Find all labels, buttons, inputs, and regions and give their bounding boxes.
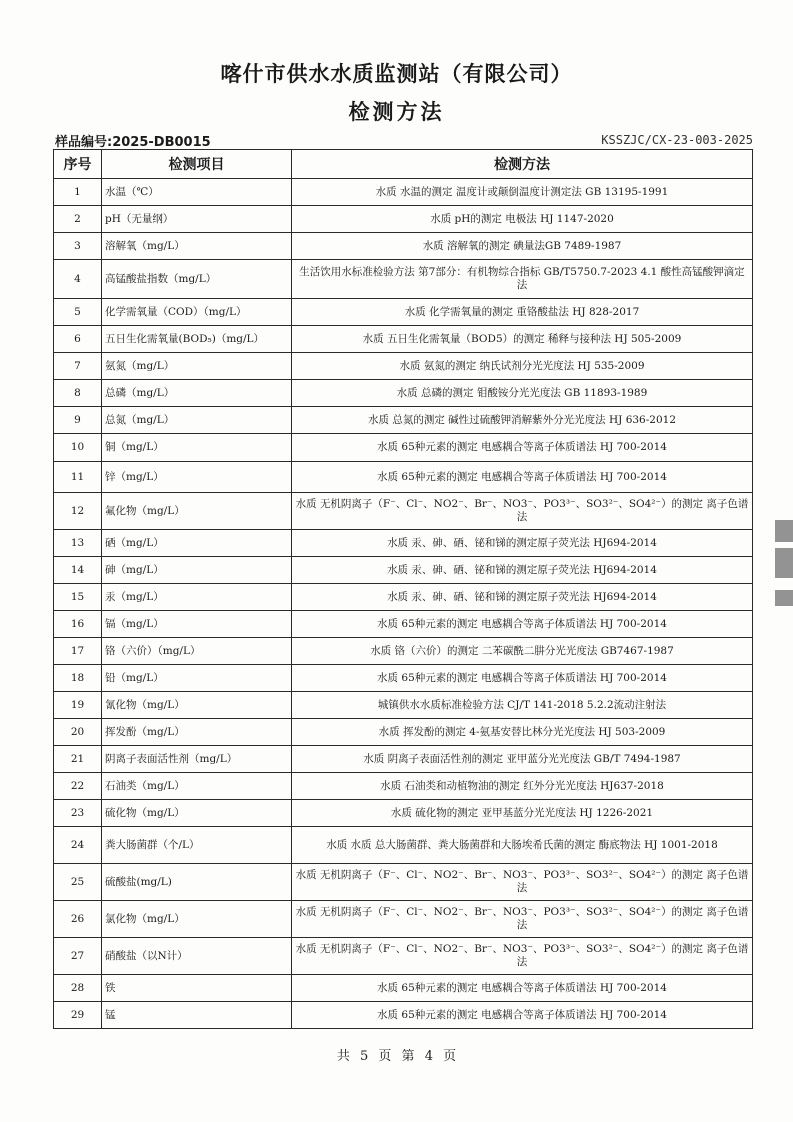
row-item: 阴离子表面活性剂（mg/L）	[102, 746, 292, 773]
row-no: 19	[54, 692, 102, 719]
row-item: 硒（mg/L）	[102, 530, 292, 557]
row-method: 水质 无机阴离子（F⁻、Cl⁻、NO2⁻、Br⁻、NO3⁻、PO3³⁻、SO3²⁻、SO4²⁻）的测定 离子色谱法	[292, 901, 753, 938]
table-row	[54, 299, 753, 326]
row-no: 27	[54, 938, 102, 975]
methods-table	[53, 149, 753, 1029]
page-counter: 共 5 页 第 4 页	[336, 1049, 457, 1064]
row-no: 13	[54, 530, 102, 557]
row-method: 水质 65种元素的测定 电感耦合等离子体质谱法 HJ 700-2014	[292, 975, 753, 1002]
row-no: 20	[54, 719, 102, 746]
row-no: 22	[54, 773, 102, 800]
table-row	[54, 326, 753, 353]
row-method: 水质 水质 总大肠菌群、粪大肠菌群和大肠埃希氏菌的测定 酶底物法 HJ 1001-2018	[292, 827, 753, 864]
row-no: 7	[54, 353, 102, 380]
edge-stamp-mark	[775, 520, 793, 542]
table-row	[54, 773, 753, 800]
document-title: 检测方法	[348, 99, 445, 124]
row-method: 水质 65种元素的测定 电感耦合等离子体质谱法 HJ 700-2014	[292, 665, 753, 692]
row-method: 生活饮用水标准检验方法 第7部分：有机物综合指标 GB/T5750.7-2023 4.1 酸性高锰酸钾滴定法	[292, 260, 753, 299]
row-method: 水质 pH的测定 电极法 HJ 1147-2020	[292, 206, 753, 233]
table-header-row	[54, 150, 753, 179]
row-method: 水质 石油类和动植物油的测定 红外分光光度法 HJ637-2018	[292, 773, 753, 800]
row-method: 水质 总磷的测定 钼酸铵分光光度法 GB 11893-1989	[292, 380, 753, 407]
row-no: 17	[54, 638, 102, 665]
row-method: 水质 化学需氧量的测定 重铬酸盐法 HJ 828-2017	[292, 299, 753, 326]
table-row	[54, 260, 753, 299]
row-method: 水质 65种元素的测定 电感耦合等离子体质谱法 HJ 700-2014	[292, 434, 753, 462]
row-method: 水质 铬（六价）的测定 二苯碳酰二肼分光光度法 GB7467-1987	[292, 638, 753, 665]
row-no: 29	[54, 1002, 102, 1029]
organization-title: 喀什市供水水质监测站（有限公司）	[220, 61, 573, 86]
row-no: 15	[54, 584, 102, 611]
column-header-item: 检测项目	[102, 150, 292, 179]
table-row	[54, 719, 753, 746]
row-no: 11	[54, 462, 102, 493]
row-item: pH（无量纲）	[102, 206, 292, 233]
row-no: 9	[54, 407, 102, 434]
row-item: 溶解氧（mg/L）	[102, 233, 292, 260]
row-method: 水质 水温的测定 温度计或颠倒温度计测定法 GB 13195-1991	[292, 179, 753, 206]
table-row	[54, 557, 753, 584]
row-item: 铜（mg/L）	[102, 434, 292, 462]
table-row	[54, 901, 753, 938]
row-no: 3	[54, 233, 102, 260]
table-row	[54, 462, 753, 493]
table-row	[54, 800, 753, 827]
row-no: 2	[54, 206, 102, 233]
table-row	[54, 206, 753, 233]
row-item: 石油类（mg/L）	[102, 773, 292, 800]
row-item: 氨氮（mg/L）	[102, 353, 292, 380]
table-row	[54, 353, 753, 380]
row-method: 水质 65种元素的测定 电感耦合等离子体质谱法 HJ 700-2014	[292, 1002, 753, 1029]
edge-stamp-mark	[775, 548, 793, 578]
table-row	[54, 380, 753, 407]
row-item: 汞（mg/L）	[102, 584, 292, 611]
row-item: 总磷（mg/L）	[102, 380, 292, 407]
row-method: 水质 挥发酚的测定 4-氨基安替比林分光光度法 HJ 503-2009	[292, 719, 753, 746]
row-item: 粪大肠菌群（个/L）	[102, 827, 292, 864]
row-item: 硝酸盐（以N计）	[102, 938, 292, 975]
row-item: 硫化物（mg/L）	[102, 800, 292, 827]
row-item: 高锰酸盐指数（mg/L）	[102, 260, 292, 299]
row-item: 水温（℃）	[102, 179, 292, 206]
row-method: 水质 汞、砷、硒、铋和锑的测定原子荧光法 HJ694-2014	[292, 584, 753, 611]
row-no: 21	[54, 746, 102, 773]
table-row	[54, 407, 753, 434]
row-method: 水质 无机阴离子（F⁻、Cl⁻、NO2⁻、Br⁻、NO3⁻、PO3³⁻、SO3²⁻、SO4²⁻）的测定 离子色谱法	[292, 493, 753, 530]
row-no: 12	[54, 493, 102, 530]
row-item: 挥发酚（mg/L）	[102, 719, 292, 746]
row-method: 水质 65种元素的测定 电感耦合等离子体质谱法 HJ 700-2014	[292, 462, 753, 493]
row-item: 铅（mg/L）	[102, 665, 292, 692]
edge-stamp-mark	[775, 590, 793, 606]
column-header-method: 检测方法	[292, 150, 753, 179]
row-method: 水质 溶解氧的测定 碘量法GB 7489-1987	[292, 233, 753, 260]
row-method: 水质 无机阴离子（F⁻、Cl⁻、NO2⁻、Br⁻、NO3⁻、PO3³⁻、SO3²⁻、SO4²⁻）的测定 离子色谱法	[292, 864, 753, 901]
table-row	[54, 638, 753, 665]
table-row	[54, 493, 753, 530]
row-no: 4	[54, 260, 102, 299]
row-item: 锰	[102, 1002, 292, 1029]
row-method: 水质 阴离子表面活性剂的测定 亚甲蓝分光光度法 GB/T 7494-1987	[292, 746, 753, 773]
table-row	[54, 434, 753, 462]
table-row	[54, 864, 753, 901]
table-row	[54, 665, 753, 692]
row-method: 水质 无机阴离子（F⁻、Cl⁻、NO2⁻、Br⁻、NO3⁻、PO3³⁻、SO3²⁻、SO4²⁻）的测定 离子色谱法	[292, 938, 753, 975]
row-item: 氰化物（mg/L）	[102, 692, 292, 719]
table-row	[54, 611, 753, 638]
row-method: 水质 硫化物的测定 亚甲基蓝分光光度法 HJ 1226-2021	[292, 800, 753, 827]
table-row	[54, 975, 753, 1002]
sample-number: 样品编号:2025-DB0015	[55, 135, 211, 150]
row-no: 8	[54, 380, 102, 407]
row-no: 10	[54, 434, 102, 462]
document-code: KSSZJC/CX-23-003-2025	[601, 133, 753, 147]
table-row	[54, 692, 753, 719]
row-item: 五日生化需氧量(BOD₅)（mg/L）	[102, 326, 292, 353]
table-row	[54, 1002, 753, 1029]
column-header-no: 序号	[54, 150, 102, 179]
row-method: 水质 汞、砷、硒、铋和锑的测定原子荧光法 HJ694-2014	[292, 557, 753, 584]
row-item: 化学需氧量（COD）（mg/L）	[102, 299, 292, 326]
table-row	[54, 233, 753, 260]
row-no: 28	[54, 975, 102, 1002]
table-row	[54, 179, 753, 206]
row-item: 氟化物（mg/L）	[102, 493, 292, 530]
row-item: 铬（六价）（mg/L）	[102, 638, 292, 665]
row-method: 城镇供水水质标准检验方法 CJ/T 141-2018 5.2.2流动注射法	[292, 692, 753, 719]
table-row	[54, 938, 753, 975]
row-method: 水质 65种元素的测定 电感耦合等离子体质谱法 HJ 700-2014	[292, 611, 753, 638]
row-no: 26	[54, 901, 102, 938]
row-no: 14	[54, 557, 102, 584]
row-method: 水质 汞、砷、硒、铋和锑的测定原子荧光法 HJ694-2014	[292, 530, 753, 557]
table-row	[54, 584, 753, 611]
row-item: 氯化物（mg/L）	[102, 901, 292, 938]
row-item: 砷（mg/L）	[102, 557, 292, 584]
row-no: 5	[54, 299, 102, 326]
row-item: 硫酸盐(mg/L)	[102, 864, 292, 901]
row-no: 23	[54, 800, 102, 827]
row-item: 锌（mg/L）	[102, 462, 292, 493]
row-no: 18	[54, 665, 102, 692]
row-item: 镉（mg/L）	[102, 611, 292, 638]
row-method: 水质 五日生化需氧量（BOD5）的测定 稀释与接种法 HJ 505-2009	[292, 326, 753, 353]
table-row	[54, 827, 753, 864]
table-row	[54, 746, 753, 773]
row-method: 水质 总氮的测定 碱性过硫酸钾消解紫外分光光度法 HJ 636-2012	[292, 407, 753, 434]
row-no: 24	[54, 827, 102, 864]
row-no: 25	[54, 864, 102, 901]
row-no: 1	[54, 179, 102, 206]
row-item: 总氮（mg/L）	[102, 407, 292, 434]
row-no: 6	[54, 326, 102, 353]
table-row	[54, 530, 753, 557]
row-item: 铁	[102, 975, 292, 1002]
row-no: 16	[54, 611, 102, 638]
row-method: 水质 氨氮的测定 纳氏试剂分光光度法 HJ 535-2009	[292, 353, 753, 380]
